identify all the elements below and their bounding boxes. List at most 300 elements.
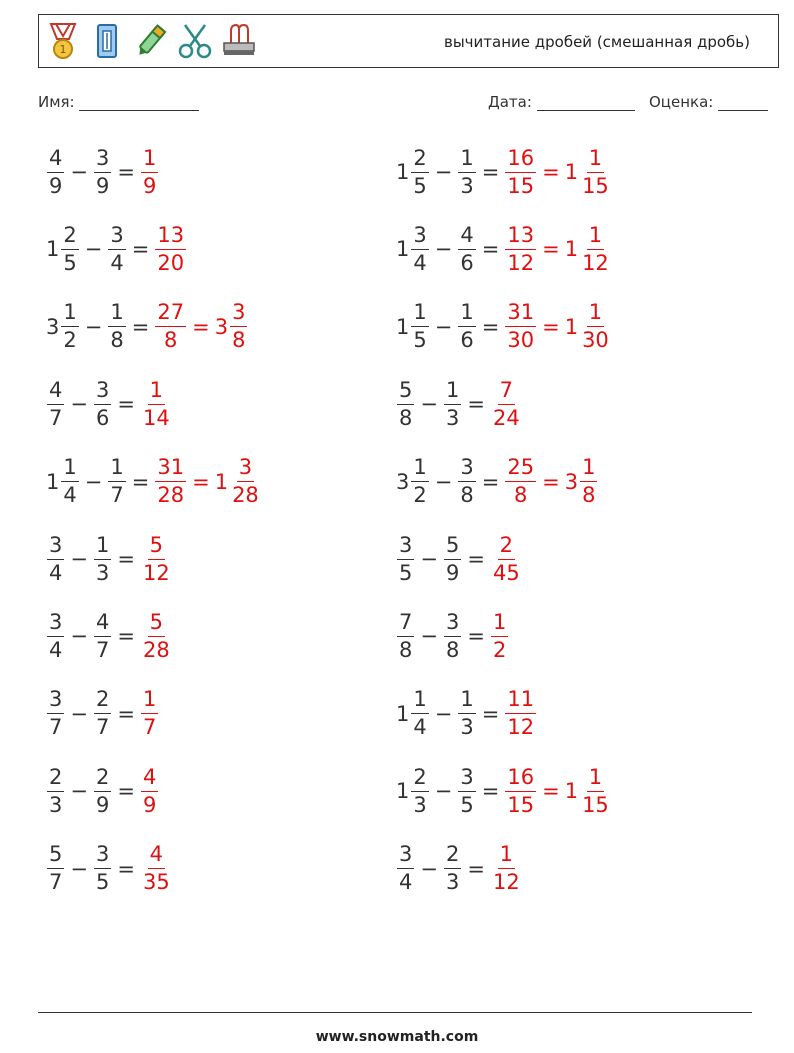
problem-item — [396, 452, 598, 512]
subtrahend-numerator: 3 — [94, 380, 111, 405]
minus-sign: − — [70, 701, 88, 726]
minuend-numerator: 3 — [47, 689, 64, 714]
minuend-numerator: 3 — [397, 844, 414, 869]
answer-improper-numerator: 16 — [505, 767, 536, 792]
answer — [140, 764, 159, 817]
answer-improper-fraction — [141, 532, 172, 585]
grade-field[interactable] — [649, 93, 768, 111]
subtrahend-denominator: 9 — [445, 560, 460, 585]
minus-sign: − — [70, 779, 88, 804]
minuend-numerator: 3 — [397, 535, 414, 560]
subtrahend-fraction — [94, 609, 111, 662]
answer-improper-denominator: 28 — [157, 483, 185, 508]
answer-improper-fraction — [491, 609, 508, 662]
subtrahend-denominator: 7 — [95, 637, 110, 662]
minuend-fraction — [397, 377, 414, 430]
subtrahend-fraction — [458, 764, 475, 817]
minuend-denominator: 7 — [49, 715, 63, 740]
equals-sign: = — [117, 392, 135, 417]
minus-sign: − — [84, 314, 103, 339]
name-field[interactable] — [38, 93, 199, 111]
stapler-icon — [221, 21, 257, 61]
minus-sign: − — [70, 392, 88, 417]
minuend-denominator: 4 — [49, 637, 63, 662]
minuend-fraction — [47, 844, 64, 893]
minuend-numerator: 5 — [47, 844, 64, 869]
minuend-denominator: 3 — [49, 792, 63, 817]
answer-mixed-whole: 1 — [564, 779, 579, 804]
answer-improper-denominator: 12 — [142, 560, 170, 585]
grade-label: Оценка: — [649, 93, 714, 111]
minus-sign: − — [434, 701, 453, 726]
footer-divider — [38, 1012, 752, 1013]
answer-mixed-numerator: 1 — [580, 457, 597, 482]
answer-improper-denominator: 9 — [142, 173, 157, 198]
equals-sign: = — [131, 237, 150, 262]
equals-sign: = — [467, 547, 485, 571]
minuend-whole: 1 — [46, 237, 60, 262]
marker-icon — [133, 21, 169, 61]
minuend-fraction — [411, 222, 428, 275]
subtrahend-fraction — [108, 222, 125, 275]
minuend-fraction — [411, 764, 428, 817]
answer-mixed-fraction — [230, 457, 261, 506]
minuend-denominator: 5 — [413, 173, 427, 198]
minus-sign: − — [420, 392, 438, 417]
answer-improper-numerator: 4 — [141, 767, 158, 792]
answer-improper-denominator: 24 — [492, 405, 520, 430]
date-blank[interactable] — [537, 97, 635, 111]
answer-improper-fraction — [491, 377, 522, 430]
minuend-denominator: 3 — [413, 792, 427, 817]
equals-sign: = — [117, 624, 135, 649]
answer-improper-fraction — [155, 222, 186, 275]
answer-mixed-denominator: 15 — [582, 792, 609, 817]
minuend-denominator: 9 — [49, 173, 63, 198]
minuend-numerator: 2 — [411, 148, 428, 173]
minuend-denominator: 7 — [49, 405, 63, 430]
problem-item — [46, 142, 159, 202]
worksheet-title: вычитание дробей (смешанная дробь) — [443, 33, 750, 51]
answer-improper-denominator: 15 — [507, 173, 535, 198]
answer-improper-fraction — [141, 764, 158, 817]
minuend-fraction — [411, 689, 428, 738]
minus-sign: − — [70, 547, 88, 571]
subtrahend-fraction — [444, 844, 461, 893]
answer — [140, 377, 173, 430]
minuend-numerator: 4 — [47, 148, 64, 173]
minuend-denominator: 8 — [399, 405, 413, 430]
minuend-fraction — [61, 302, 78, 351]
problem-item — [46, 761, 159, 821]
minuend-fraction — [47, 764, 64, 817]
answer-mixed-whole: 1 — [564, 314, 579, 339]
answer-improper-fraction — [141, 377, 172, 430]
minus-sign: − — [420, 856, 438, 881]
answer-improper-denominator: 12 — [492, 870, 520, 895]
minus-sign: − — [84, 237, 103, 262]
subtrahend-numerator: 1 — [94, 535, 111, 560]
subtrahend-numerator: 2 — [94, 689, 111, 714]
subtrahend-fraction — [94, 689, 111, 738]
equals-sign: = — [117, 160, 135, 184]
svg-text:1: 1 — [59, 43, 67, 56]
answer-mixed-fraction — [580, 145, 611, 198]
answer-improper-denominator: 12 — [507, 250, 535, 275]
equals-sign: = — [131, 314, 150, 339]
subtrahend-fraction — [94, 764, 111, 817]
subtrahend-fraction — [108, 457, 125, 506]
answer-improper-numerator: 31 — [155, 457, 186, 482]
grade-blank[interactable] — [718, 97, 768, 111]
answer-improper-numerator: 7 — [498, 380, 515, 405]
subtrahend-denominator: 9 — [95, 792, 110, 817]
answer-improper-numerator: 13 — [155, 225, 186, 250]
answer-improper-denominator: 2 — [492, 637, 507, 662]
worksheet-header — [38, 14, 779, 68]
answer-mixed-denominator: 8 — [582, 483, 596, 508]
problem-item — [46, 684, 159, 744]
minuend-whole: 1 — [396, 779, 410, 804]
answer-improper-fraction — [505, 689, 536, 738]
answer-mixed-numerator: 1 — [587, 225, 604, 250]
subtrahend-numerator: 4 — [458, 225, 475, 250]
answer-improper-fraction — [491, 844, 522, 893]
answer-improper-fraction — [491, 532, 522, 585]
subtrahend-numerator: 2 — [444, 844, 461, 869]
subtrahend-fraction — [94, 145, 111, 198]
answer-mixed-fraction — [580, 764, 611, 817]
answer-improper-numerator: 11 — [505, 689, 536, 714]
answer-improper-numerator: 13 — [505, 225, 536, 250]
name-label: Имя: — [38, 93, 75, 111]
answer-improper-denominator: 15 — [507, 792, 535, 817]
minuend-numerator: 3 — [411, 225, 428, 250]
minuend-numerator: 3 — [47, 535, 64, 560]
subtrahend-numerator: 3 — [444, 612, 461, 637]
minus-sign: − — [84, 469, 103, 494]
minuend-numerator: 7 — [397, 612, 414, 637]
answer-improper-fraction — [505, 222, 536, 275]
subtrahend-denominator: 8 — [460, 483, 474, 508]
subtrahend-denominator: 6 — [460, 250, 474, 275]
subtrahend-fraction — [444, 377, 461, 430]
subtrahend-fraction — [458, 222, 475, 275]
answer — [490, 377, 523, 430]
problem-item — [46, 297, 248, 357]
answer — [140, 532, 173, 585]
subtrahend-numerator: 4 — [94, 612, 111, 637]
minuend-denominator: 2 — [63, 328, 77, 353]
problem-item — [46, 606, 173, 666]
minuend-numerator: 1 — [61, 457, 78, 482]
minuend-whole: 3 — [46, 314, 60, 339]
equals-sign: = — [117, 547, 135, 571]
subtrahend-denominator: 3 — [460, 715, 474, 740]
answer-mixed-denominator: 8 — [232, 328, 246, 353]
equals-sign: = — [131, 469, 150, 494]
minuend-denominator: 5 — [413, 328, 427, 353]
problem-item — [396, 606, 509, 666]
answer-mixed-whole: 1 — [564, 160, 579, 184]
answer-improper-numerator: 1 — [491, 612, 508, 637]
subtrahend-fraction — [458, 457, 475, 506]
subtrahend-denominator: 8 — [110, 328, 124, 353]
answer-mixed-denominator: 12 — [582, 250, 609, 275]
equals-sign: = — [117, 701, 135, 726]
answer-improper-numerator: 5 — [148, 612, 165, 637]
answer-improper-denominator: 9 — [142, 792, 157, 817]
minuend-fraction — [61, 457, 78, 506]
minuend-fraction — [61, 222, 78, 275]
answer — [490, 532, 523, 585]
answer-mixed-fraction — [580, 302, 611, 351]
date-field[interactable] — [488, 93, 635, 111]
equals-sign: = — [481, 237, 500, 262]
minus-sign: − — [70, 856, 88, 881]
answer-equals-sign: = — [542, 779, 560, 804]
answer-improper-numerator: 1 — [141, 148, 158, 173]
minus-sign: − — [70, 160, 88, 184]
subtrahend-fraction — [108, 302, 125, 351]
answer-improper-numerator: 31 — [505, 302, 536, 327]
subtrahend-denominator: 4 — [110, 250, 124, 275]
answer-improper-fraction — [505, 764, 536, 817]
answer-mixed-whole: 1 — [214, 469, 229, 494]
minuend-denominator: 4 — [413, 250, 427, 275]
answer-improper-fraction — [141, 609, 172, 662]
answer-improper-fraction — [505, 145, 536, 198]
minuend-fraction — [411, 145, 428, 198]
answer-improper-denominator: 12 — [507, 715, 535, 740]
minuend-denominator: 5 — [399, 560, 413, 585]
minuend-fraction — [411, 302, 428, 351]
answer-mixed-whole: 3 — [564, 469, 579, 494]
minuend-numerator: 1 — [411, 302, 428, 327]
minus-sign: − — [434, 160, 453, 184]
minuend-numerator: 2 — [411, 767, 428, 792]
subtrahend-numerator: 3 — [108, 225, 125, 250]
answer-improper-fraction — [141, 689, 158, 738]
equals-sign: = — [481, 701, 500, 726]
minuend-numerator: 1 — [61, 302, 78, 327]
subtrahend-numerator: 3 — [458, 457, 475, 482]
answer-mixed-numerator: 3 — [237, 457, 254, 482]
subtrahend-denominator: 6 — [460, 328, 474, 353]
minuend-denominator: 4 — [49, 560, 63, 585]
minuend-fraction — [47, 145, 64, 198]
subtrahend-denominator: 3 — [460, 173, 474, 198]
minuend-denominator: 8 — [399, 637, 413, 662]
subtrahend-denominator: 3 — [445, 405, 460, 430]
answer-mixed-fraction — [230, 302, 247, 351]
subtrahend-fraction — [458, 145, 475, 198]
answer-equals-sign: = — [542, 237, 560, 262]
subtrahend-denominator: 9 — [95, 173, 110, 198]
answer — [140, 145, 159, 198]
equals-sign: = — [467, 624, 485, 649]
answer-improper-denominator: 7 — [142, 715, 157, 740]
problem-item — [46, 374, 173, 434]
answer-improper-denominator: 20 — [157, 250, 185, 275]
minuend-numerator: 3 — [47, 612, 64, 637]
answer-improper-numerator: 1 — [141, 689, 158, 714]
answer-improper-denominator: 8 — [164, 328, 178, 353]
answer — [140, 609, 173, 662]
minuend-whole: 1 — [46, 469, 60, 494]
subtrahend-denominator: 7 — [110, 483, 124, 508]
footer-url: www.snowmath.com — [315, 1029, 479, 1045]
minuend-fraction — [411, 457, 428, 506]
minuend-numerator: 4 — [47, 380, 64, 405]
answer-improper-fraction — [141, 145, 158, 198]
subtrahend-denominator: 5 — [95, 870, 110, 895]
problem-item — [396, 219, 612, 279]
problem-item — [396, 374, 523, 434]
answer-improper-denominator: 45 — [492, 560, 520, 585]
subtrahend-fraction — [94, 532, 111, 585]
minus-sign: − — [70, 624, 88, 649]
answer-improper-denominator: 14 — [142, 405, 170, 430]
answer-improper-fraction — [505, 302, 536, 351]
answer-equals-sign: = — [542, 469, 560, 494]
minuend-fraction — [47, 377, 64, 430]
subtrahend-denominator: 7 — [95, 715, 110, 740]
subtrahend-fraction — [94, 377, 111, 430]
answer-improper-fraction — [141, 844, 172, 893]
answer-mixed-denominator: 30 — [582, 328, 609, 353]
problem-item — [396, 142, 612, 202]
problem-item — [396, 529, 523, 589]
subtrahend-denominator: 3 — [445, 870, 460, 895]
subtrahend-numerator: 3 — [94, 844, 111, 869]
equals-sign: = — [467, 856, 485, 881]
answer-mixed-numerator: 1 — [587, 148, 604, 173]
minuend-fraction — [397, 844, 414, 893]
minuend-fraction — [397, 609, 414, 662]
minuend-denominator: 7 — [49, 870, 63, 895]
date-label: Дата: — [488, 93, 532, 111]
answer — [490, 844, 523, 893]
subtrahend-denominator: 5 — [460, 792, 474, 817]
subtrahend-numerator: 1 — [458, 689, 475, 714]
problem-item — [46, 219, 187, 279]
answer-improper-denominator: 35 — [142, 870, 170, 895]
subtrahend-numerator: 3 — [94, 148, 111, 173]
answer-mixed-numerator: 3 — [230, 302, 247, 327]
answer-improper-numerator: 5 — [148, 535, 165, 560]
answer — [504, 145, 611, 198]
minuend-whole: 1 — [396, 160, 410, 184]
equals-sign: = — [481, 314, 500, 339]
answer-mixed-numerator: 1 — [587, 767, 604, 792]
minuend-whole: 1 — [396, 314, 410, 339]
answer — [504, 689, 537, 738]
equals-sign: = — [117, 779, 135, 804]
minus-sign: − — [434, 314, 453, 339]
answer-improper-numerator: 27 — [155, 302, 186, 327]
minuend-fraction — [47, 609, 64, 662]
answer — [154, 222, 187, 275]
subtrahend-fraction — [444, 532, 461, 585]
answer-mixed-whole: 1 — [564, 237, 579, 262]
minus-sign: − — [434, 779, 453, 804]
minuend-whole: 1 — [396, 237, 410, 262]
equals-sign: = — [481, 779, 500, 804]
subtrahend-numerator: 1 — [458, 148, 475, 173]
answer-improper-fraction — [155, 457, 186, 506]
pencil-sharpener-icon — [89, 21, 125, 61]
subtrahend-fraction — [458, 689, 475, 738]
answer — [490, 609, 509, 662]
answer-improper-numerator: 25 — [505, 457, 536, 482]
answer-mixed-denominator: 15 — [582, 173, 609, 198]
answer-mixed-whole: 3 — [214, 314, 229, 339]
answer-equals-sign: = — [542, 314, 560, 339]
answer-mixed-denominator: 28 — [232, 483, 259, 508]
subtrahend-fraction — [458, 302, 475, 351]
minuend-denominator: 5 — [63, 250, 77, 275]
minuend-fraction — [397, 532, 414, 585]
answer — [140, 844, 173, 893]
equals-sign: = — [117, 856, 135, 881]
problem-item — [46, 839, 173, 899]
name-blank[interactable] — [79, 97, 199, 111]
answer-improper-fraction — [155, 302, 186, 351]
answer-improper-numerator: 1 — [148, 380, 165, 405]
minuend-numerator: 5 — [397, 380, 414, 405]
subtrahend-numerator: 1 — [458, 302, 475, 327]
answer-equals-sign: = — [542, 160, 560, 184]
subtrahend-numerator: 1 — [108, 302, 125, 327]
minuend-whole: 3 — [396, 469, 410, 494]
answer-improper-numerator: 16 — [505, 148, 536, 173]
problem-item — [46, 529, 173, 589]
subtrahend-numerator: 1 — [444, 380, 461, 405]
minuend-denominator: 4 — [399, 870, 413, 895]
answer-improper-fraction — [505, 457, 536, 506]
answer-improper-denominator: 8 — [514, 483, 528, 508]
problem-item — [396, 297, 612, 357]
subtrahend-denominator: 6 — [95, 405, 110, 430]
answer-improper-numerator: 2 — [498, 535, 515, 560]
subtrahend-denominator: 8 — [445, 637, 460, 662]
minuend-denominator: 4 — [413, 715, 427, 740]
minuend-numerator: 2 — [61, 225, 78, 250]
minuend-fraction — [47, 689, 64, 738]
problem-item — [396, 684, 537, 744]
minuend-denominator: 2 — [413, 483, 427, 508]
answer — [504, 764, 611, 817]
answer — [504, 457, 598, 506]
answer-mixed-fraction — [580, 457, 597, 506]
answer-mixed-numerator: 1 — [587, 302, 604, 327]
subtrahend-numerator: 2 — [94, 767, 111, 792]
subtrahend-numerator: 5 — [444, 535, 461, 560]
answer-improper-numerator: 4 — [148, 844, 165, 869]
answer-improper-denominator: 28 — [142, 637, 170, 662]
answer — [154, 457, 261, 506]
subtrahend-numerator: 3 — [458, 767, 475, 792]
subtrahend-numerator: 1 — [108, 457, 125, 482]
equals-sign: = — [481, 160, 500, 184]
answer-improper-denominator: 30 — [507, 328, 535, 353]
answer-mixed-fraction — [580, 222, 611, 275]
minuend-numerator: 1 — [411, 689, 428, 714]
problem-item — [396, 839, 523, 899]
subtrahend-denominator: 3 — [95, 560, 110, 585]
minuend-denominator: 4 — [63, 483, 77, 508]
